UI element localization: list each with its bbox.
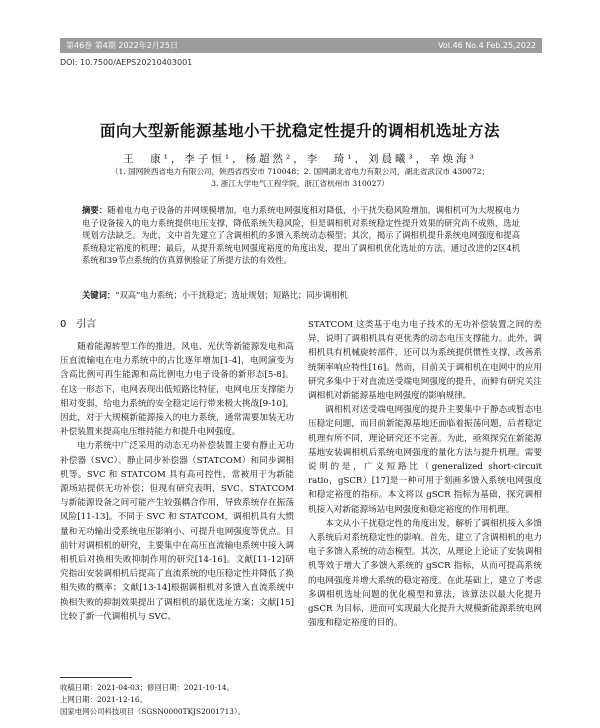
right-column	[308, 318, 542, 630]
keywords-label: 关键词：	[82, 290, 116, 300]
abstract-text: 随着电力电子设备的并网规模增加，电力系统电网强度相对降低，小干扰失稳风险增加。调相机可为大规模电力电子设备接入的电力系统提供电压支撑，降低系统失稳风险，但是调相机对系统稳定性提升效果的研究尚不成熟，选址规划方法缺乏。为此，文中首先建立了含调相机的多馈入系统动态模型；其次，揭示了调相机提升系统电网强度和提高系统稳定裕度的机理；最后，从提升系统电网强度裕度的角度出发，提出了调相机优化选址的方法。通过改进的2区4机系统和39节点系统的仿真算例验证了所提方法的有效性。	[82, 205, 520, 266]
left-paragraph-2: 电力系统中广泛采用的动态无功补偿装置主要有静止无功补偿器（SVC）、静止同步补偿器（STATCOM）和同步调相机等。SVC 和 STATCOM 具有高可控性，常被用于为新能源场站提供无功补偿；但现有研究表明，SVC、STATCOM 与新能源设备之间可能产生较强耦合作用，导致系统存在振荡风险[11-13]。不同于 SVC 和 STATCOM，调相机具有大惯量和无功输出受系统电压影响小、可提升电网强度等优点。目前针对调相机的研究，主要集中在高压直流输电系统中接入调相机后对换相失败抑制作用的研究[14-16]。文献[11-12]研究指出安装调相机后提高了直流系统的电压稳定性并降低了换相失败的概率；文献[13-14]根据调相机对多馈入直流系统中换相失败的抑制效果提出了调相机的最优选址方案；文献[15]比较了新一代调相机与 SVC、	[60, 441, 294, 622]
footnote	[60, 682, 300, 718]
header-issue-cn: 第46卷 第4期 2022年2月25日	[66, 41, 178, 50]
affiliation-line-2: 3. 浙江大学电气工程学院，浙江省杭州市 310027）	[211, 179, 389, 188]
journal-header-bar	[60, 38, 542, 53]
left-column	[60, 318, 294, 624]
section-heading-introduction: 0 引言	[60, 319, 97, 330]
doi-line: DOI: 10.7500/AEPS20210403001	[60, 58, 193, 67]
right-paragraph-3: 本文从小干扰稳定性的角度出发，解析了调相机接入多馈入系统后对系统稳定性的影响。首先，建立了含调相机的电力电子多馈入系统的动态模型。其次，从理论上论证了安装调相机等效于增大了多馈入系统的 gSCR 指标，从而可提高系统的电网强度并增大系统的稳定裕度。在此基础上，建立了考虑多调相机选址问题的优化模型和算法，该算法以最大化提升 gSCR 为目标，进而可实现最大化提升大规模新能源系统电网强度和稳定裕度的目的。	[308, 518, 542, 629]
footnote-received: 收稿日期：2021-04-03；修回日期：2021-10-14。	[60, 683, 234, 692]
left-paragraph-1: 随着能源转型工作的推进，风电、光伏等新能源发电和高压直流输电在电力系统中的占比逐年增加[1-4]，电网演变为含高比例可再生能源和高比例电力电子设备的新形态[5-8]。在这一形态下，电网表现出低短路比特征，电网电压支撑能力相对变弱，给电力系统的安全稳定运行带来极大挑战[9-10]。因此，对于大规模新能源接入的电力系统，通常需要加装无功补偿装置来提高电压维持能力和提升电网强度。	[60, 342, 294, 438]
footnote-online: 上网日期：2021-12-16。	[60, 695, 147, 704]
affiliation-line-1: （1. 国网陕西省电力有限公司，陕西省西安市 710048；2. 国网湖北省电力有限公司，湖北省武汉市 430072；	[110, 167, 490, 176]
abstract	[82, 204, 520, 267]
right-paragraph-2: 调相机对送受端电网强度的提升主要集中于静态或暂态电压稳定问题，而目前新能源基地还面临着振荡问题，后者稳定机理有所不同，理论研究还不完善。为此，亟须探究在新能源基地安装调相机后系统电网强度的量化方法与提升机理。需要说明的是，广义短路比（generalized short-circuit ratio，gSCR）[17]是一种可用于刻画多馈入系统电网强度和稳定裕度的指标。本文将以 gSCR 指标为基础，探究调相机接入对新能源场站电网强度和稳定裕度的作用机理。	[308, 405, 542, 515]
footnote-funding: 国家电网公司科技项目（SGSN0000TKJS2001713）。	[60, 707, 246, 716]
abstract-label: 摘要：	[82, 205, 108, 215]
author-list: 王 康¹，李子恒¹，杨超然²，李 琦¹，刘晨曦³，辛焕海³	[123, 153, 477, 165]
keywords-text: “双高”电力系统；小干扰稳定；选址规划；短路比；同步调相机	[115, 290, 348, 300]
right-paragraph-1: STATCOM 这类基于电力电子技术的无功补偿装置之间的差异，说明了调相机具有更优秀的动态电压支撑能力。此外，调相机具有机械旋转部件，还可以为系统提供惯性支撑，改善系统频率响应特性[16]。然而，目前关于调相机在电网中的应用研究多集中于对直流送受端电网强度的提升，而鲜有研究关注调相机对新能源基地电网强度的影响规律。	[308, 320, 542, 402]
paper-title: 面向大型新能源基地小干扰稳定性提升的调相机选址方法	[99, 122, 500, 140]
header-issue-en: Vol.46 No.4 Feb.25,2022	[438, 41, 536, 50]
keywords	[82, 289, 520, 301]
footnote-divider	[60, 677, 132, 678]
